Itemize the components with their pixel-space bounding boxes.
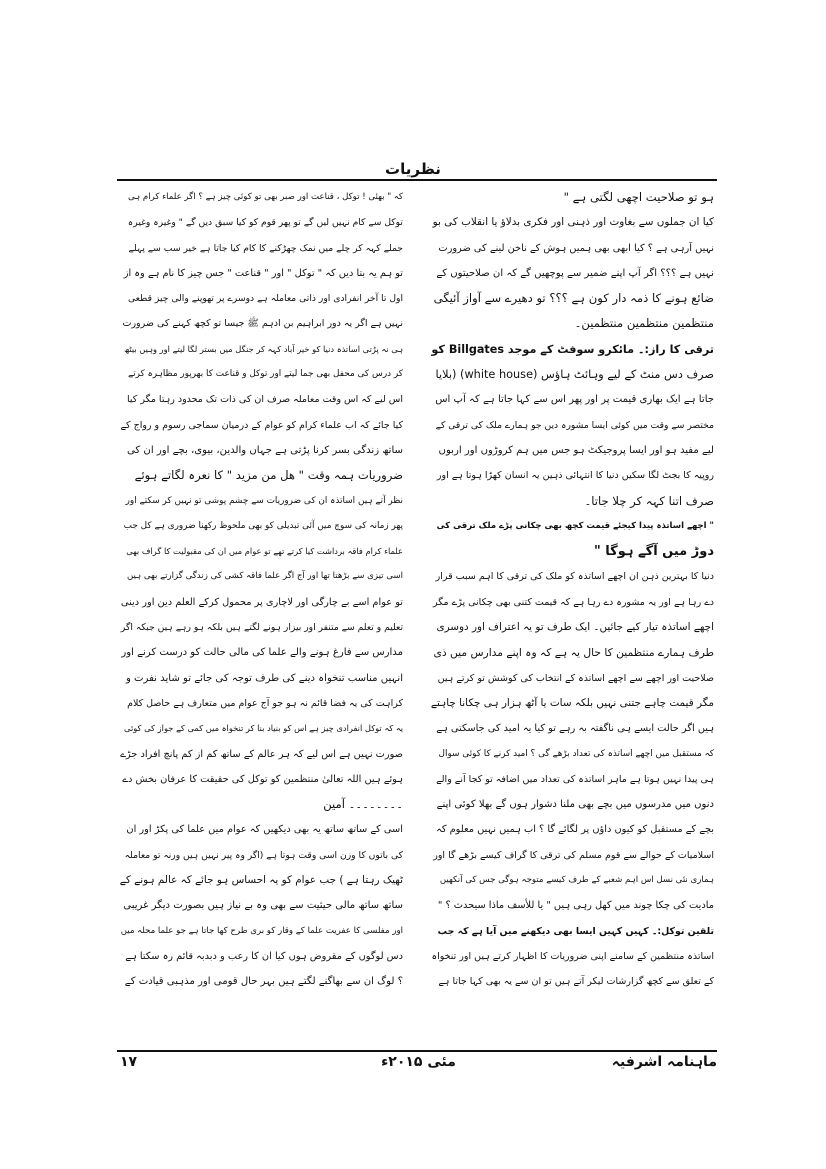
text-line: توکل سے کام نہیں لیں گے تو پھر قوم کو کیا سبق دیں گے " وغیرہ وغیرہ <box>127 217 403 229</box>
text-line: ہماری نئی نسل اس اہم شعبے کے طرف کیسے متوجہ ہوگی جس کی آنکھیں <box>439 875 714 886</box>
header-rule <box>117 179 717 181</box>
text-line: اساتذہ منتظمین کے سامنے اپنی ضروریات کا اظہار کرتے ہیں اور تنخواہ <box>431 950 714 962</box>
text-line: دس لوگوں کے مقروض ہوں کیا ان کا رعب و دبدبہ قائم رہ سکتا ہے <box>125 950 403 962</box>
section-title: نظریات <box>385 160 441 178</box>
text-line: تلقین توکل:۔ کہیں کہیں ایسا بھی دیکھنے میں آیا ہے کہ جب <box>437 925 714 937</box>
text-line: روپیہ کا بجٹ لگا سکیں دنیا کا انتہائی ذہین یہ انسان کھڑا ہوتا ہے اور <box>436 470 714 482</box>
text-line: تو ہم یہ بتا دیں کہ " توکل " اور " قناعت " جس چیز کا نام ہے وہ از <box>123 267 403 279</box>
text-line: جاتا ہے ایک بھاری قیمت پر اور پھر اس سے کہا جاتا ہے کہ آپ اس <box>435 394 714 406</box>
text-line: کہ " بھئی ! توکل ، قناعت اور صبر بھی تو کوئی چیز ہے ؟ اگر علماء کرام ہی <box>128 192 403 202</box>
text-line: ۔۔۔۔۔۔۔۔ آمین <box>323 797 403 812</box>
text-line: بچے کے مستقبل کو کیوں داؤں پر لگائے گا ؟ اب ہمیں نہیں معلوم کہ <box>436 824 714 836</box>
text-line: ہی پیدا نہیں ہوتا ہے ماہر اساتذہ کی تعداد میں اضافہ تو کجا آنے والے <box>436 773 714 785</box>
text-line: پھر زمانہ کی سوچ میں آئی تبدیلی کو بھی ملحوظ رکھنا ضروری ہے کل جب <box>123 520 403 531</box>
text-line: ہو تو صلاحیت اچھی لگتی ہے " <box>563 190 714 204</box>
text-line: اچھے اساتذہ تیار کیے جائیں۔ ایک طرف تو یہ اعتراف اور دوسری <box>436 621 714 634</box>
text-line: کیا ان جملوں سے بغاوت اور ذہنی اور فکری بدلاؤ یا انقلاب کی بو <box>432 216 714 229</box>
text-line: ٹھیک رہتا ہے ) جب عوام کو یہ احساس ہو جائے کہ عالم ہونے کے <box>120 874 403 887</box>
text-line: تو عوام اسے بے چارگی اور لاچاری پر محمول کرکے العلم دین اور دینی <box>120 596 403 608</box>
text-line: مگر قیمت چاہے جتنی نہیں بلکہ سات یا آٹھ ہزار ہی چکانا چاہتے <box>431 696 714 709</box>
text-line: صرف اتنا کہہ کر چلا جاتا۔ <box>584 493 714 508</box>
text-line: یہ کہ توکل انفرادی چیز ہے اس کو بنیاد بنا کر تنخواہ میں کمی کے جواز کی کوئی <box>124 723 403 734</box>
text-line: ساتھ ساتھ مالی حیثیت سے بھی وہ بے نیاز ہیں بصورت دیگر غریبی <box>123 900 403 912</box>
left-column <box>120 185 403 1045</box>
text-line: اس لیے کہ اس وقت معاملہ صرف ان کی ذات تک محدود رہتا مگر کیا <box>127 394 403 406</box>
text-line: " اچھے اساتذہ پیدا کیجئے قیمت کچھ بھی چکانی پڑے ملک ترقی کی <box>436 520 714 531</box>
text-line: کر درس کی محفل بھی جما لیتے اور توکل و قناعت کا بھرپور مظاہرہ کرتے <box>127 369 403 380</box>
text-line: مدارس سے فارغ ہونے والے علما کی مالی حالت کو درست کرنے اور <box>121 647 403 659</box>
text-line: علماء کرام فاقہ برداشت کیا کرتے تھے تو عوام میں ان کی مقبولیت کا گراف بھی <box>126 546 403 557</box>
text-line: کراہت کی یہ فضا قائم نہ ہو جو آج عوام میں متعارف ہے حاصل کلام <box>127 697 403 709</box>
page-footer <box>120 1054 717 1084</box>
text-line: صورت نہیں ہے اس لیے کہ ہر عالم کے ساتھ کم از کم پانچ افراد جڑے <box>120 748 403 760</box>
text-line: دنوں میں مدرسوں میں بچے بھی ملنا دشوار ہوں گے بھلا کوئی اپنے <box>436 799 714 811</box>
text-line: دوڑ میں آگے ہوگا " <box>593 544 714 560</box>
right-column <box>431 185 714 1045</box>
text-line: ہی نہ پڑتی اساتذہ دنیا کو خیر آباد کہہ کر جنگل میں بستر لگا لیتے اور وہیں بیٹھ <box>124 343 403 354</box>
text-line: جملے کہہ کر چلے میں نمک چھڑکنے کا کام کیا جاتا ہے خیر سب سے پہلے <box>128 242 403 254</box>
text-line: اول تا آخر انفرادی اور ذاتی معاملہ ہے دوسرے پر تھوپنے والی چیز قطعی <box>127 293 403 305</box>
text-line: لیے مفید ہو اور ایسا پروجیکٹ ہو جس میں ہم کروڑوں اور اربوں <box>438 444 714 456</box>
text-line: اور مفلسی کا عفریت علما کے وقار کو بری طرح کھا جاتا ہے جو علما محلہ میں <box>120 925 403 936</box>
text-line: ؟ لوگ ان سے بھاگنے لگتے ہیں بہر حال قومی اور مذہبی قیادت کے <box>124 976 403 988</box>
text-line: ترقی کا راز:۔ مائکرو سوفٹ کے موجد Billgates کو <box>431 342 714 356</box>
text-line: مادیت کی چکا چوند میں کھل رہی ہیں " یا للأسف ماذا سیحدث ؟ " <box>437 900 714 912</box>
text-line: کی باتوں کا وزن اسی وقت ہوتا ہے (اگر وہ پیر نہیں ہیں ورنہ تو معاملہ <box>124 849 403 861</box>
page-number: ۱۷ <box>120 1054 138 1070</box>
text-line: اسلامیات کے حوالے سے قوم مسلم کی ترقی کا گراف کیسے بڑھے گا اور <box>433 849 714 861</box>
text-line: ہوئے ہیں اللہ تعالیٰ منتظمین کو توکل کی حقیقت کا عرفان بخش دے <box>122 773 403 785</box>
text-line: ساتھ زندگی بسر کرنا پڑتی ہے جہاں والدین، بیوی، بچے اور ان کی <box>127 444 403 456</box>
text-line: ضروریات ہمہ وقت " ھل من مزید " کا نعرہ لگاتے ہوئے <box>134 468 403 483</box>
text-line: کیا جائے کہ اب علماء کرام کو عوام کے درمیان سماجی رسوم و رواج کے <box>120 419 403 431</box>
text-line: کے تعلق سے کچھ گزارشات لیکر آتے ہیں تو ان سے یہ بھی کہا جاتا ہے <box>438 976 714 988</box>
text-line: صلاحیت اور اچھے سے اچھے اساتذہ کے انتخاب کی کوشش تو کرتے ہیں <box>437 672 714 684</box>
text-line: کہ مستقبل میں اچھے اساتذہ کی تعداد بڑھے گی ؟ امید کرنے کا کوئی سوال <box>438 748 714 759</box>
text-line: ضائع ہونے کا ذمہ دار کون ہے ؟؟؟ تو دھیرے سے آواز آئیگی <box>433 291 714 306</box>
text-line: دنیا کا بہترین ذہن ان اچھے اساتذہ کو ملک کی ترقی کا اہم سبب قرار <box>435 571 714 583</box>
text-line: نہیں آرہی ہے ؟ کیا ابھی بھی ہمیں ہوش کے ناخن لینے کی ضرورت <box>438 242 714 254</box>
text-line: نظر آتے ہیں اساتذہ ان کی ضروریات سے چشم پوشی تو نہیں کر سکتے اور <box>125 495 403 506</box>
text-line: تعلیم و تعلم سے متنفر اور بیزار ہونے لگتے ہیں بلکہ ہو رہے ہیں جبکہ اگر <box>120 622 403 634</box>
issue-date: مئی ۲۰۱۵ء <box>381 1054 456 1070</box>
text-line: اسی تیزی سے بڑھتا تھا اور آج اگر علما فاقہ کشی کی زندگی گزارتے بھی ہیں <box>127 571 403 582</box>
text-line: دے رہا ہے اور یہ مشورہ دے رہا ہے کہ قیمت کتنی بھی چکانی پڑے مگر <box>433 596 714 608</box>
text-line: طرف ہمارے منتظمین کا حال یہ ہے کہ وہ اپنے مدارس میں ذی <box>433 646 714 660</box>
magazine-name: ماہنامہ اشرفیہ <box>611 1054 717 1070</box>
text-line: اسی کے ساتھ ساتھ یہ بھی دیکھیں کہ عوام میں علما کی پکڑ اور ان <box>126 824 403 836</box>
text-line: صرف دس منٹ کے لیے وہائٹ ہاؤس (white house) (بلایا <box>435 368 714 382</box>
text-line: مختصر سے وقت میں کوئی ایسا مشورہ دیں جو ہمارے ملک کی ترقی کے <box>435 419 714 431</box>
footer-rule <box>117 1050 717 1052</box>
text-line: انہیں مناسب تنخواہ دینے کی طرف توجہ کی جائے تو شاید نفرت و <box>125 672 403 684</box>
text-line: نہیں ہے ؟؟؟ اگر آپ اپنے ضمیر سے پوچھیں گے کہ ان صلاحیتوں کے <box>436 267 714 279</box>
text-line: نہیں ہے اگر یہ دور ابراہیم بن ادہم ﷺ جیسا تو کچھ کہنے کی ضرورت <box>122 318 403 330</box>
text-line: ہیں اگر حالت ایسے ہی ناگفتہ بہ رہے تو کیا یہ امید کی جاسکتی ہے <box>436 723 714 735</box>
text-line: منتظمین منتظمین منتظمین۔ <box>574 316 714 331</box>
